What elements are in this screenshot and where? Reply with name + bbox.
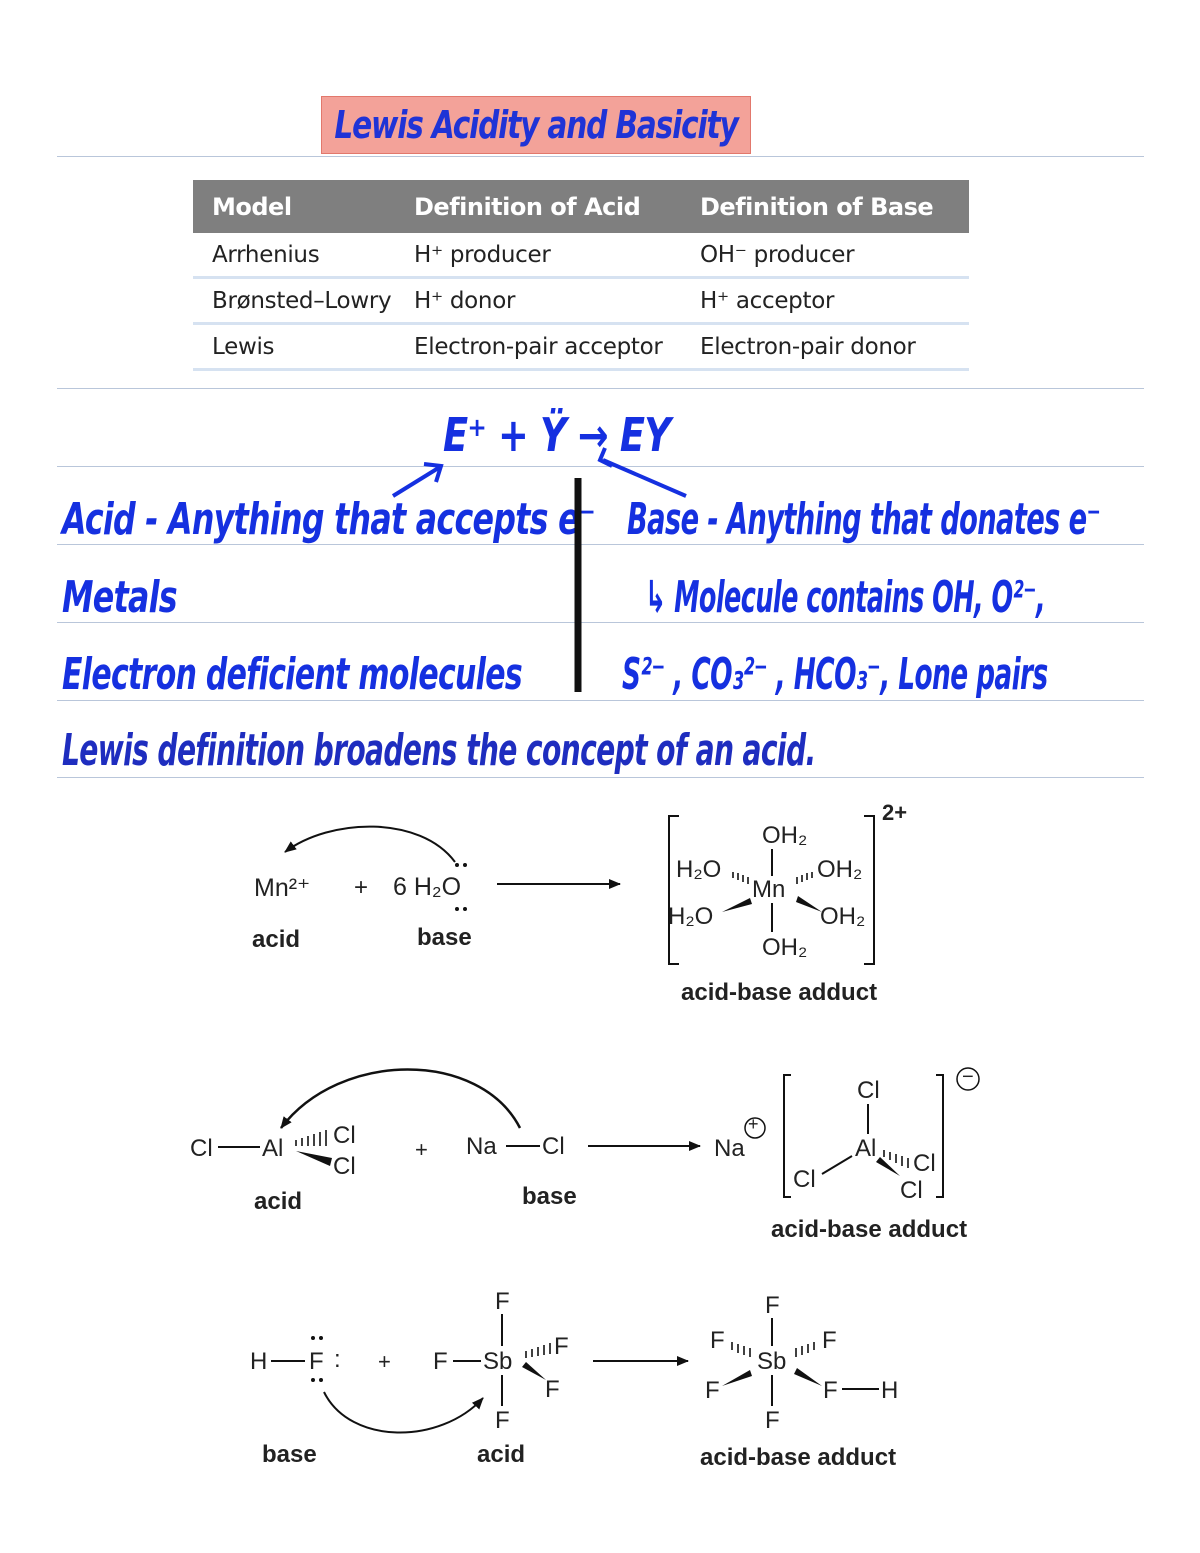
metal-center: Mn — [752, 876, 786, 903]
cell-base: Electron-pair donor — [700, 333, 916, 360]
chloride-base: Cl — [542, 1133, 565, 1160]
acid-label: acid — [252, 926, 301, 953]
adduct-label: acid-base adduct — [771, 1216, 968, 1243]
hashed-bond — [732, 1342, 750, 1357]
sodium: Na — [466, 1133, 497, 1160]
negative-charge-circle — [957, 1068, 979, 1090]
cell-acid: Electron-pair acceptor — [414, 333, 663, 360]
chloride-up: Cl — [333, 1122, 356, 1149]
header-base: Definition of Base — [700, 192, 934, 221]
product-sb: Sb — [757, 1348, 787, 1375]
hashed-bond — [526, 1343, 550, 1358]
hashed-bond — [733, 872, 748, 884]
ligand-right-down: OH₂ — [820, 903, 866, 930]
product-hydrogen: H — [881, 1377, 899, 1404]
product-f-right-up: F — [822, 1327, 837, 1354]
acid-label: acid — [477, 1441, 526, 1468]
base-example-line2: S²⁻ , CO₃²⁻ , HCO₃⁻, Lone pairs — [622, 649, 1048, 700]
wedge-bond — [722, 1370, 752, 1386]
cell-model: Lewis — [212, 333, 275, 360]
curved-arrow — [281, 1070, 520, 1129]
adduct-label: acid-base adduct — [681, 979, 878, 1006]
base-example-line1: ↳ Molecule contains OH, O²⁻, — [645, 572, 1046, 623]
adduct-label: acid-base adduct — [700, 1444, 897, 1471]
left-bracket — [669, 816, 679, 964]
cell-acid: H⁺ producer — [414, 241, 551, 268]
plus-sign: + — [354, 874, 369, 901]
header-acid: Definition of Acid — [414, 192, 641, 221]
right-bracket — [864, 816, 874, 964]
positive-charge-circle — [745, 1118, 765, 1138]
sbf5-f-left: F — [433, 1348, 448, 1375]
ligand-bottom: OH₂ — [762, 934, 808, 961]
acid-example-electron-deficient: Electron deficient molecules — [62, 649, 522, 700]
curved-arrow — [285, 827, 455, 862]
wedge-bond — [296, 1151, 332, 1166]
hashed-bond — [797, 872, 812, 884]
product-al: Al — [855, 1135, 877, 1162]
chloride-left: Cl — [190, 1135, 213, 1162]
base-label: base — [262, 1441, 317, 1468]
positive-charge: + — [748, 1114, 759, 1134]
hashed-bond — [796, 1342, 814, 1357]
product-cl-right: Cl — [913, 1150, 936, 1177]
antimony: Sb — [483, 1348, 513, 1375]
water-reagent: 6 H₂O — [393, 873, 462, 901]
ligand-left-down: H₂O — [668, 903, 714, 930]
lone-pair: : — [334, 1346, 341, 1373]
sodium-product: Na — [714, 1135, 745, 1162]
sbf5-f-right: F — [554, 1333, 569, 1360]
product-f-top: F — [765, 1292, 780, 1319]
aluminum: Al — [262, 1135, 284, 1162]
base-label: base — [417, 924, 472, 951]
mn-ion: Mn²⁺ — [254, 874, 311, 902]
summary-note: Lewis definition broadens the concept of an acid. — [62, 725, 816, 776]
lone-pair-dots — [455, 863, 467, 911]
product-f-right-down: F — [823, 1377, 838, 1404]
sbf5-f-wedge: F — [545, 1376, 560, 1403]
ligand-top: OH₂ — [762, 822, 808, 849]
plus-sign: + — [415, 1137, 428, 1162]
sbf5-f-top: F — [495, 1288, 510, 1315]
right-bracket — [936, 1075, 943, 1197]
product-f-left-up: F — [710, 1327, 725, 1354]
header-model: Model — [212, 192, 292, 221]
chloride-down: Cl — [333, 1153, 356, 1180]
acid-definition: Acid - Anything that accepts e⁻ — [62, 494, 595, 545]
product-cl-down: Cl — [900, 1177, 923, 1204]
curved-arrow — [324, 1392, 483, 1433]
cell-base: OH⁻ producer — [700, 241, 855, 268]
cell-model: Brønsted–Lowry — [212, 287, 392, 314]
page-title: Lewis Acidity and Basicity — [334, 103, 738, 147]
cell-model: Arrhenius — [212, 241, 320, 268]
fluorine-base: F — [309, 1348, 324, 1375]
negative-charge: − — [962, 1066, 974, 1088]
acid-label: acid — [254, 1188, 303, 1215]
plus-sign: + — [378, 1349, 391, 1374]
lewis-equation: E⁺ + Ÿ → EY — [443, 408, 671, 462]
wedge-bond — [722, 898, 752, 912]
cell-acid: H⁺ donor — [414, 287, 516, 314]
acid-example-metals: Metals — [62, 572, 177, 623]
product-cl-top: Cl — [857, 1077, 880, 1104]
ligand-right-up: OH₂ — [817, 856, 863, 883]
left-bracket — [784, 1075, 791, 1197]
wedge-bond — [794, 1368, 822, 1386]
complex-charge: 2+ — [882, 800, 908, 825]
bond — [822, 1156, 852, 1174]
product-f-bottom: F — [765, 1407, 780, 1434]
wedge-bond — [522, 1362, 546, 1380]
hashed-bond — [296, 1130, 326, 1146]
sbf5-f-bottom: F — [495, 1407, 510, 1434]
product-cl-left: Cl — [793, 1166, 816, 1193]
ligand-left-up: H₂O — [676, 856, 722, 883]
product-f-left-down: F — [705, 1377, 720, 1404]
base-definition: Base - Anything that donates e⁻ — [627, 494, 1101, 545]
lone-pair-dots — [311, 1336, 323, 1382]
cell-base: H⁺ acceptor — [700, 287, 835, 314]
base-label: base — [522, 1183, 577, 1210]
wedge-bond — [796, 896, 822, 912]
hydrogen: H — [250, 1348, 268, 1375]
